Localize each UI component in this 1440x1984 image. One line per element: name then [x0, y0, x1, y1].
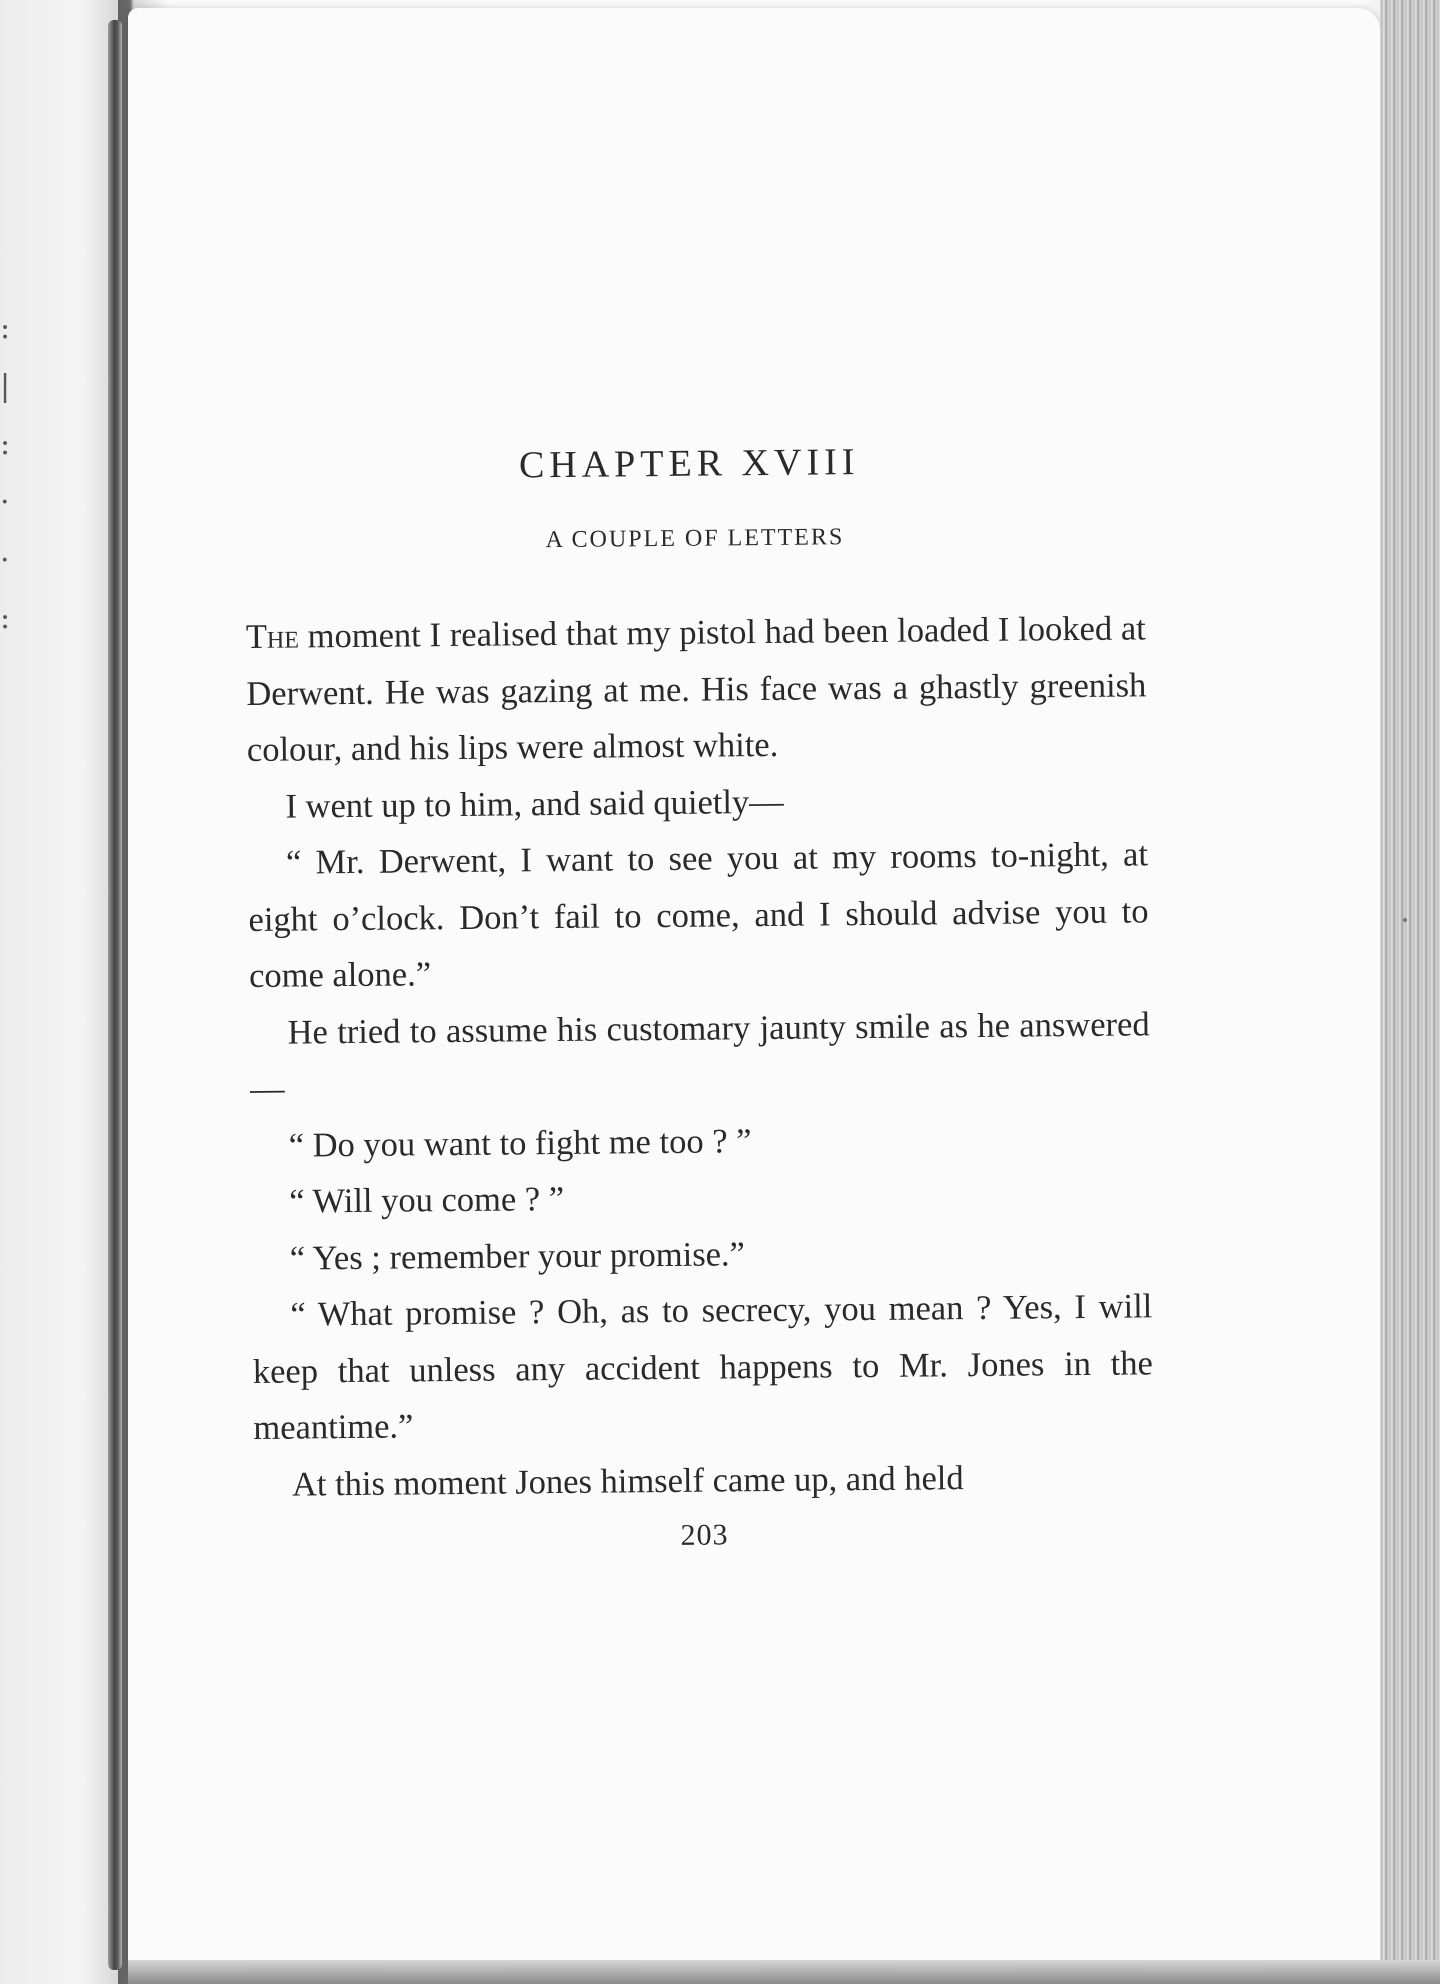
facing-page-edge	[0, 0, 118, 1984]
paragraph: At this moment Jones himself came up, and held	[291, 1458, 964, 1504]
chapter-title: CHAPTER XVIII	[518, 441, 860, 487]
page-block-edge	[1380, 0, 1440, 1984]
paragraph: “ Do you want to fight me too ? ”	[288, 1121, 752, 1165]
page-bottom-edge	[128, 1960, 1440, 1984]
chapter-subtitle: A COUPLE OF LETTERS	[545, 524, 845, 554]
paragraph: He tried to assume his customary jaunty smile as he answered—	[249, 1004, 1150, 1108]
paragraph: I went up to him, and said quietly—	[285, 782, 784, 826]
paragraph	[246, 600, 1148, 778]
scan-speck	[1403, 918, 1407, 922]
paragraph: “ Yes ; remember your promise.”	[289, 1234, 746, 1278]
paragraph: “ What promise ? Oh, as to secrecy, you mean ? Yes, I will keep that unless any accident happens to Mr. Jones in the meantime.”	[252, 1287, 1154, 1447]
paragraph: “ Mr. Derwent, I want to see you at my rooms to-night, at eight o’clock. Don’t fail to come, and I should advise you to come alone.”	[248, 835, 1149, 995]
page-number: 203	[680, 1518, 729, 1552]
paragraph: “ Will you come ? ”	[289, 1179, 565, 1221]
facing-page-bleed-marks: : | : · · :	[0, 311, 11, 636]
paragraph-lead-word: The	[245, 617, 300, 656]
paragraph-text: moment I realised that my pistol had been loaded I looked at Derwent. He was gazing at me. His face was a ghastly greenish colour, and his lips were almost white.	[246, 609, 1147, 769]
page-text-block	[244, 437, 1155, 1557]
book-gutter	[108, 20, 122, 1970]
